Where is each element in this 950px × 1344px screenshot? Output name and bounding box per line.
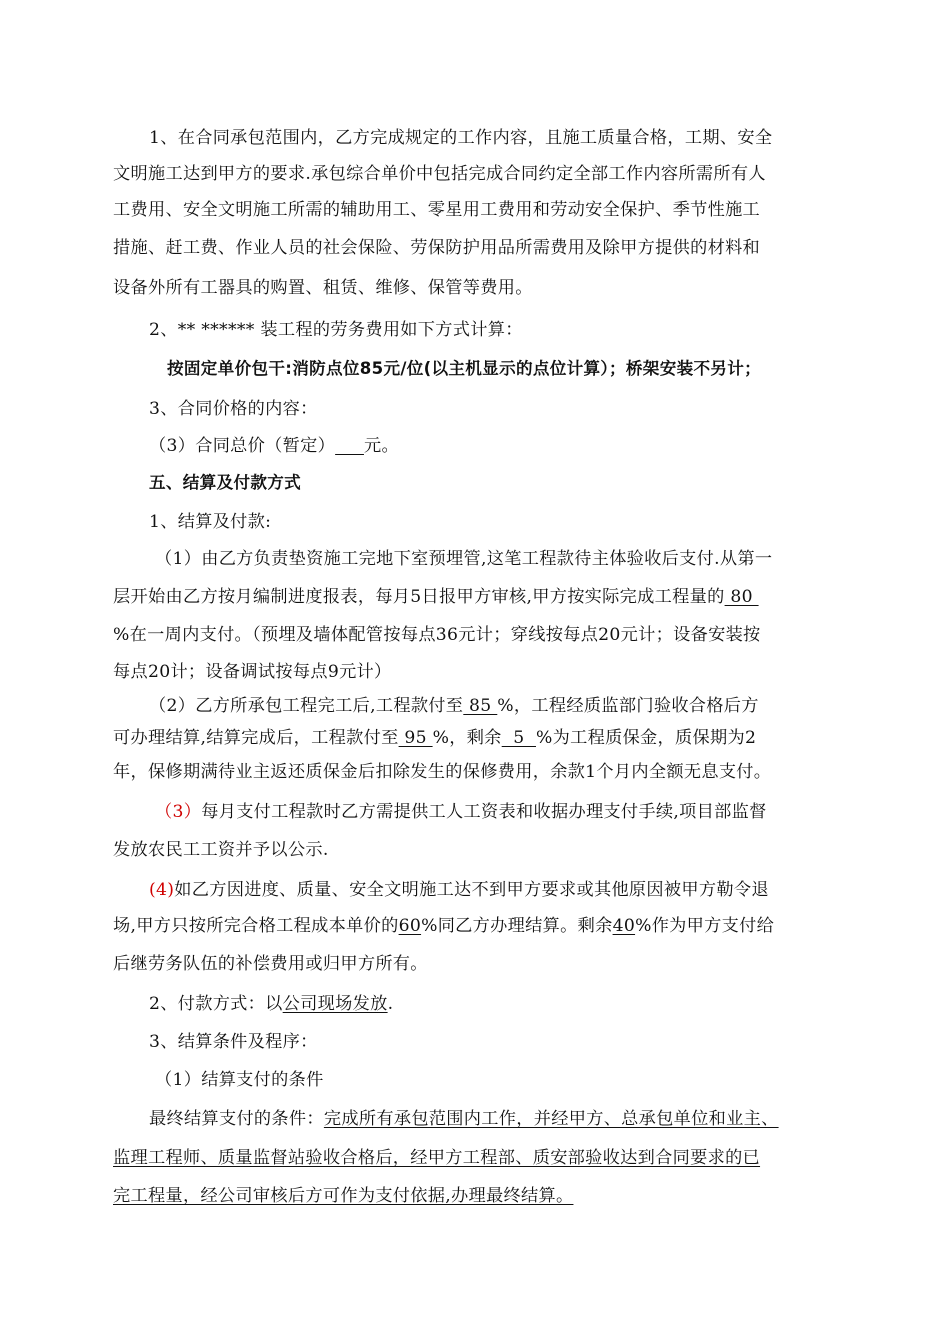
paragraph-1-line-1: 1、在合同承包范围内，乙方完成规定的工作内容，且施工质量合格，工期、安全 [149,128,773,148]
settlement-item-1-line-3: %在一周内支付。（预埋及墙体配管按每点36元计；穿线按每点20元计；设备安装按 [113,625,761,645]
cost-percent-value: 60 [398,916,422,936]
final-settlement-line-3: 完工程量，经公司审核后方可作为支付依据,办理最终结算。 [113,1186,574,1206]
settlement-item-1-line-2: 层开始由乙方按月编制进度报表，每月5日报甲方审核,甲方按实际完成工程量的 80 [113,587,759,607]
settlement-item-1-line-1: （1）由乙方负责垫资施工完地下室预埋管,这笔工程款待主体验收后支付.从第一 [155,549,773,569]
contract-total-blank [335,436,364,456]
settlement-conditions-title: 3、结算条件及程序： [149,1032,318,1052]
paragraph-1-line-4: 措施、赶工费、作业人员的社会保险、劳保防护用品所需费用及除甲方提供的材料和 [113,238,761,258]
settlement-conditions-item-1: （1）结算支付的条件 [155,1070,324,1090]
paragraph-1-line-5: 设备外所有工器具的购置、租赁、维修、保管等费用。 [113,278,533,298]
completion-percent-value: 85 [463,696,498,716]
settlement-item-2-line-1: （2）乙方所承包工程完工后,工程款付至 85 %，工程经质监部门验收合格后方 [149,696,759,716]
settlement-title: 1、结算及付款: [149,512,272,532]
paragraph-2: 2、** ****** 装工程的劳务费用如下方式计算： [149,320,523,340]
item-4-number: (4) [149,880,175,900]
paragraph-1-line-3: 工费用、安全文明施工所需的辅助用工、零星用工费用和劳动安全保护、季节性施工 [113,200,761,220]
contract-total-line: （3）合同总价（暂定） 元。 [149,436,399,456]
fixed-price-clause: 按固定单价包干:消防点位85元/位(以主机显示的点位计算）；桥架安装不另计； [167,359,762,378]
settlement-item-4-line-3: 后继劳务队伍的补偿费用或归甲方所有。 [113,954,428,974]
retention-percent-value: 5 [501,728,536,748]
final-settlement-line-1: 最终结算支付的条件：完成所有承包范围内工作，并经甲方、总承包单位和业主、 [149,1109,779,1129]
remaining-percent-value: 40 [612,916,636,936]
settlement-item-4-line-1: (4)如乙方因进度、质量、安全文明施工达不到甲方要求或其他原因被甲方勒令退 [149,880,769,900]
payment-method-value: 公司现场发放 [282,994,388,1014]
paragraph-3: 3、合同价格的内容： [149,399,318,419]
settlement-item-4-line-2: 场,甲方只按所完合格工程成本单价的60%同乙方办理结算。剩余40%作为甲方支付给 [113,916,775,936]
item-3-number: （3） [155,802,202,822]
settlement-item-2-line-3: 年，保修期满待业主返还质保金后扣除发生的保修费用，余款1个月内全额无息支付。 [113,762,772,782]
settlement-item-2-line-2: 可办理结算,结算完成后，工程款付至 95 %，剩余 5 %为工程质保金，质保期为2 [113,728,757,748]
settlement-item-1-line-4: 每点20计；设备调试按每点9元计） [113,662,392,682]
final-settlement-line-2: 监理工程师、质量监督站验收合格后，经甲方工程部、质安部验收达到合同要求的已 [113,1148,761,1168]
paragraph-1-line-2: 文明施工达到甲方的要求.承包综合单价中包括完成合同约定全部工作内容所需所有人 [113,164,766,184]
settlement-percent-value: 95 [398,728,433,748]
progress-percent-value: 80 [724,587,759,607]
settlement-item-3-line-1: （3）每月支付工程款时乙方需提供工人工资表和收据办理支付手续,项目部监督 [155,802,767,822]
payment-method: 2、付款方式：以公司现场发放. [149,994,394,1014]
settlement-item-3-line-2: 发放农民工工资并予以公示. [113,840,329,860]
section-heading-5: 五、结算及付款方式 [149,473,302,492]
